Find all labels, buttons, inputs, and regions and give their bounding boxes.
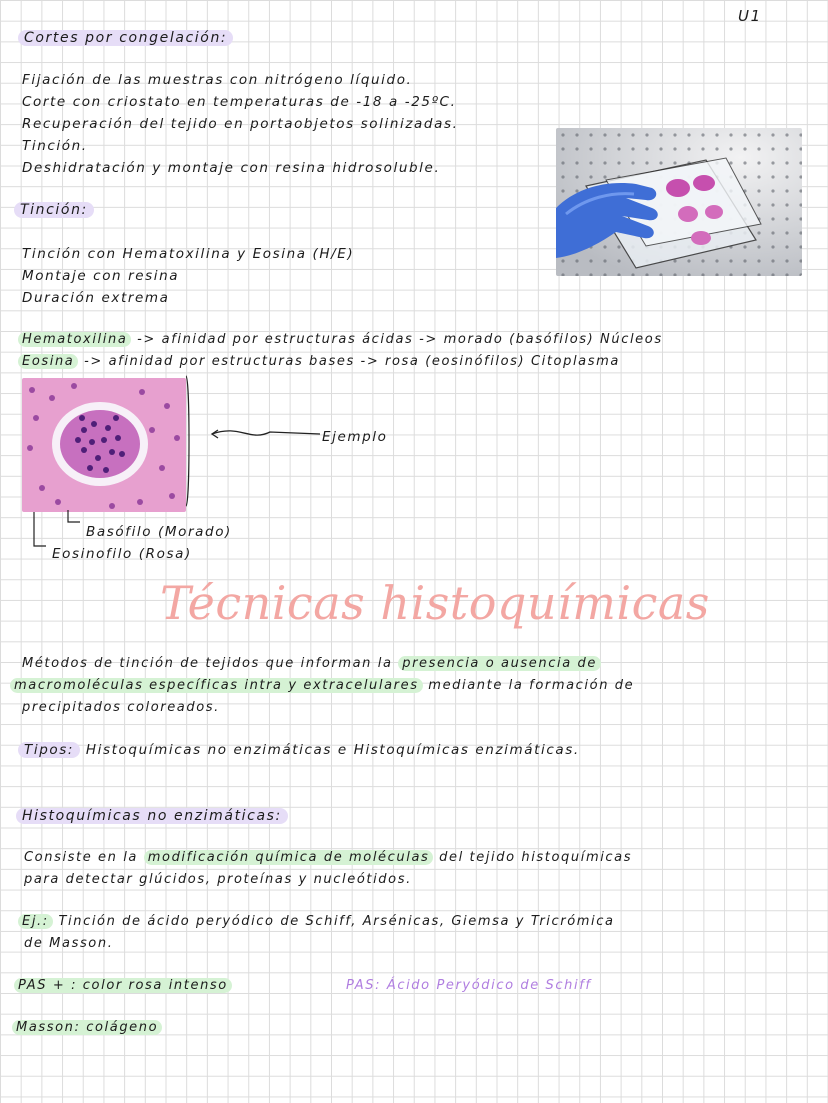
line-text: Consiste en la	[24, 850, 144, 865]
hematoxilina-name: Hematoxilina	[18, 332, 131, 347]
section-heading-cortes	[18, 28, 233, 48]
pas-label: PAS + : color rosa intenso	[14, 978, 232, 993]
heading-text: Cortes por congelación:	[18, 30, 233, 46]
section-heading-no-enzimaticas	[16, 806, 288, 826]
eosina-desc: -> afinidad por estructuras bases -> rosa (eosinófilos) Citoplasma	[78, 354, 620, 369]
pas-line	[14, 976, 232, 996]
cortes-line-1: Fijación de las muestras con nitrógeno líquido.	[22, 72, 413, 88]
section-heading-tincion	[14, 200, 94, 220]
ejemplo-label: Ejemplo	[322, 429, 388, 445]
masson-line	[12, 1018, 162, 1038]
definition-highlight: macromoléculas específicas intra y extracelulares	[10, 678, 423, 693]
page-number-label: U1	[738, 7, 762, 25]
tincion-line-3: Duración extrema	[22, 290, 170, 306]
definition-line-3: precipitados coloreados.	[22, 700, 220, 715]
definition-text: Métodos de tinción de tejidos que informan la	[22, 656, 399, 671]
definition-highlight: presencia o ausencia de	[398, 656, 601, 671]
ej-text: Tinción de ácido peryódico de Schiff, Arsénicas, Giemsa y Tricrómica	[58, 914, 615, 929]
masson-label: Masson: colágeno	[12, 1020, 162, 1035]
tipos-label: Tipos:	[18, 742, 80, 758]
cortes-line-2: Corte con criostato en temperaturas de -18 a -25ºC.	[22, 94, 457, 110]
ejemplo-line-2: de Masson.	[24, 936, 114, 951]
main-title: Técnicas histoquímicas	[160, 576, 710, 630]
eosinofilo-label: Eosinofilo (Rosa)	[52, 546, 192, 562]
ej-label: Ej.:	[18, 914, 53, 929]
ejemplo-line-1	[18, 912, 615, 932]
definition-text: mediante la formación de	[422, 678, 635, 693]
line-text: del tejido histoquímicas	[433, 850, 633, 865]
line-highlight: modificación química de moléculas	[144, 850, 434, 865]
eosina-name: Eosina	[18, 354, 78, 369]
no-enzimaticas-line-2: para detectar glúcidos, proteínas y nucleótidos.	[24, 872, 412, 887]
definition-line-2	[10, 676, 634, 696]
eosina-line	[18, 352, 620, 372]
hematoxilina-desc: -> afinidad por estructuras ácidas -> morado (basófilos) Núcleos	[131, 332, 663, 347]
cortes-line-4: Tinción.	[22, 138, 88, 154]
heading-text: Tinción:	[14, 202, 94, 218]
heading-text: Histoquímicas no enzimáticas:	[16, 808, 288, 824]
definition-line-1	[22, 654, 601, 674]
no-enzimaticas-line-1	[24, 848, 632, 868]
tipos-text: Histoquímicas no enzimáticas e Histoquímicas enzimáticas.	[85, 742, 580, 758]
tincion-line-1: Tinción con Hematoxilina y Eosina (H/E)	[22, 246, 355, 262]
cortes-line-5: Deshidratación y montaje con resina hidrosoluble.	[22, 160, 441, 176]
hematoxilina-line	[18, 330, 663, 350]
basofilo-label: Basófilo (Morado)	[86, 524, 232, 540]
pas-note: PAS: Ácido Peryódico de Schiff	[346, 978, 592, 993]
tipos-line	[18, 740, 580, 760]
tincion-line-2: Montaje con resina	[22, 268, 180, 284]
cortes-line-3: Recuperación del tejido en portaobjetos solinizadas.	[22, 116, 459, 132]
gloved-hand-slides-photo	[556, 128, 802, 276]
